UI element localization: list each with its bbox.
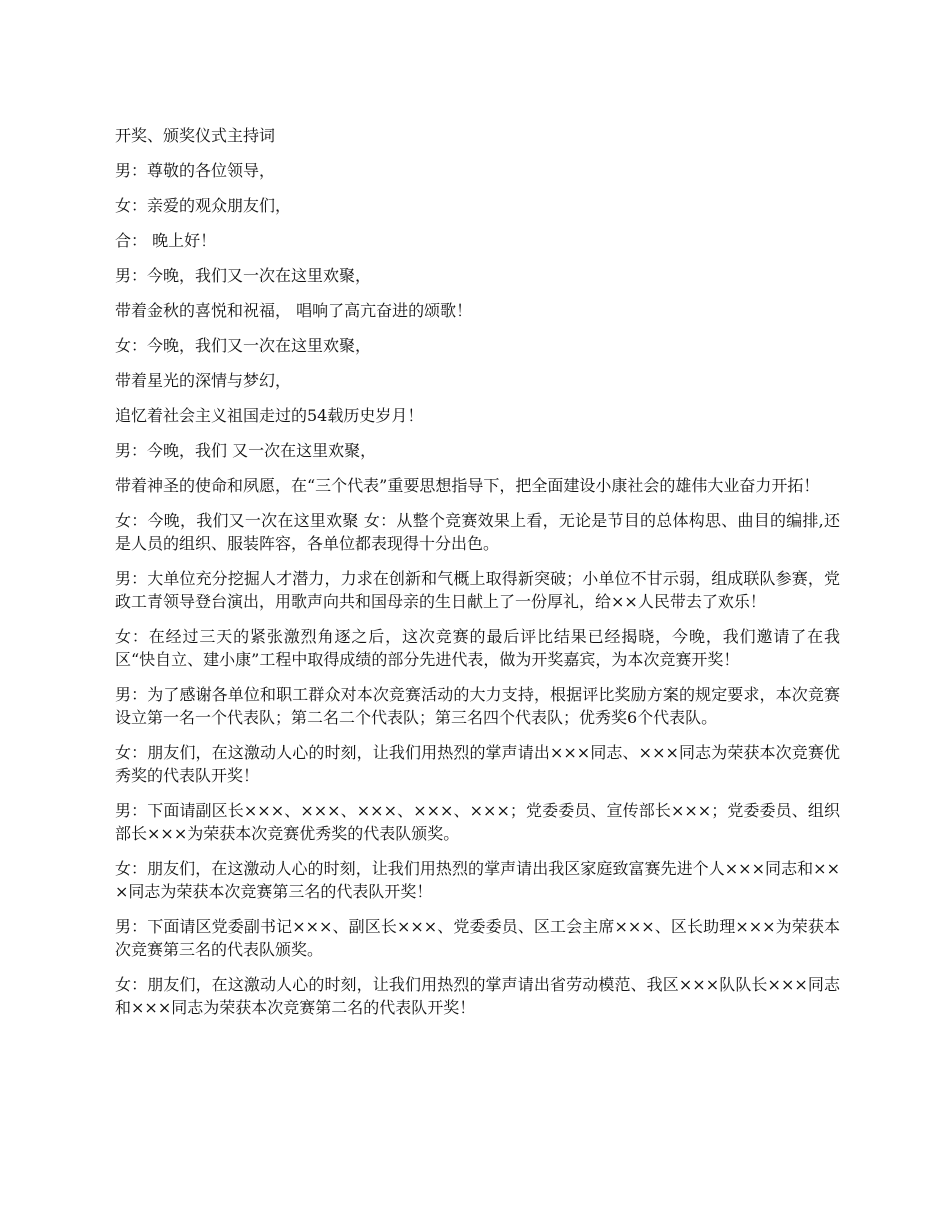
paragraph: 女：朋友们，在这激动人心的时刻，让我们用热烈的掌声请出×××同志、×××同志为荣获本次竞赛优秀奖的代表队开奖！ bbox=[115, 743, 840, 785]
paragraph: 带着神圣的使命和夙愿，在“三个代表”重要思想指导下，把全面建设小康社会的雄伟大业奋力开拓！ bbox=[115, 476, 820, 495]
paragraph: 带着金秋的喜悦和祝福， 唱响了高亢奋进的颂歌！ bbox=[115, 301, 473, 320]
paragraph: 男：今晚，我们又一次在这里欢聚， bbox=[115, 266, 372, 285]
paragraph: 女：朋友们，在这激动人心的时刻，让我们用热烈的掌声请出我区家庭致富赛先进个人×××同志和×××同志为荣获本次竞赛第三名的代表队开奖！ bbox=[115, 859, 840, 901]
paragraph: 男：下面请区党委副书记×××、副区长×××、党委委员、区工会主席×××、区长助理×××为荣获本次竞赛第三名的代表队颁奖。 bbox=[115, 917, 840, 959]
paragraph: 男：为了感谢各单位和职工群众对本次竞赛活动的大力支持，根据评比奖励方案的规定要求，本次竞赛设立第一名一个代表队；第二名二个代表队；第三名四个代表队；优秀奖6个代表队。 bbox=[115, 685, 840, 727]
paragraph: 合： 晚上好！ bbox=[115, 231, 217, 250]
paragraph: 女：今晚，我们又一次在这里欢聚 女：从整个竞赛效果上看，无论是节目的总体构思、曲目的编排,还是人员的组织、服装阵容，各单位都表现得十分出色。 bbox=[115, 511, 840, 553]
paragraph: 女：在经过三天的紧张激烈角逐之后，这次竞赛的最后评比结果已经揭晓，今晚，我们邀请了在我区“快自立、建小康”工程中取得成绩的部分先进代表，做为开奖嘉宾，为本次竞赛开奖！ bbox=[115, 627, 840, 669]
document-body bbox=[115, 124, 840, 1031]
paragraph: 男：尊敬的各位领导， bbox=[115, 161, 276, 180]
document-title: 开奖、颁奖仪式主持词 bbox=[115, 126, 276, 145]
paragraph: 女：朋友们，在这激动人心的时刻，让我们用热烈的掌声请出省劳动模范、我区×××队队长×××同志和×××同志为荣获本次竞赛第二名的代表队开奖！ bbox=[115, 975, 840, 1017]
paragraph: 带着星光的深情与梦幻， bbox=[115, 371, 292, 390]
paragraph: 男：今晚，我们 又一次在这里欢聚， bbox=[115, 441, 377, 460]
paragraph: 男：大单位充分挖掘人才潜力，力求在创新和气概上取得新突破；小单位不甘示弱，组成联队参赛，党政工青领导登台演出，用歌声向共和国母亲的生日献上了一份厚礼，给××人民带去了欢乐！ bbox=[115, 569, 840, 611]
paragraph: 女：今晚，我们又一次在这里欢聚， bbox=[115, 336, 372, 355]
paragraph: 女：亲爱的观众朋友们， bbox=[115, 196, 292, 215]
paragraph: 追忆着社会主义祖国走过的54载历史岁月！ bbox=[115, 406, 424, 425]
paragraph: 男：下面请副区长×××、×××、×××、×××、×××；党委委员、宣传部长×××；党委委员、组织部长×××为荣获本次竞赛优秀奖的代表队颁奖。 bbox=[115, 801, 840, 843]
